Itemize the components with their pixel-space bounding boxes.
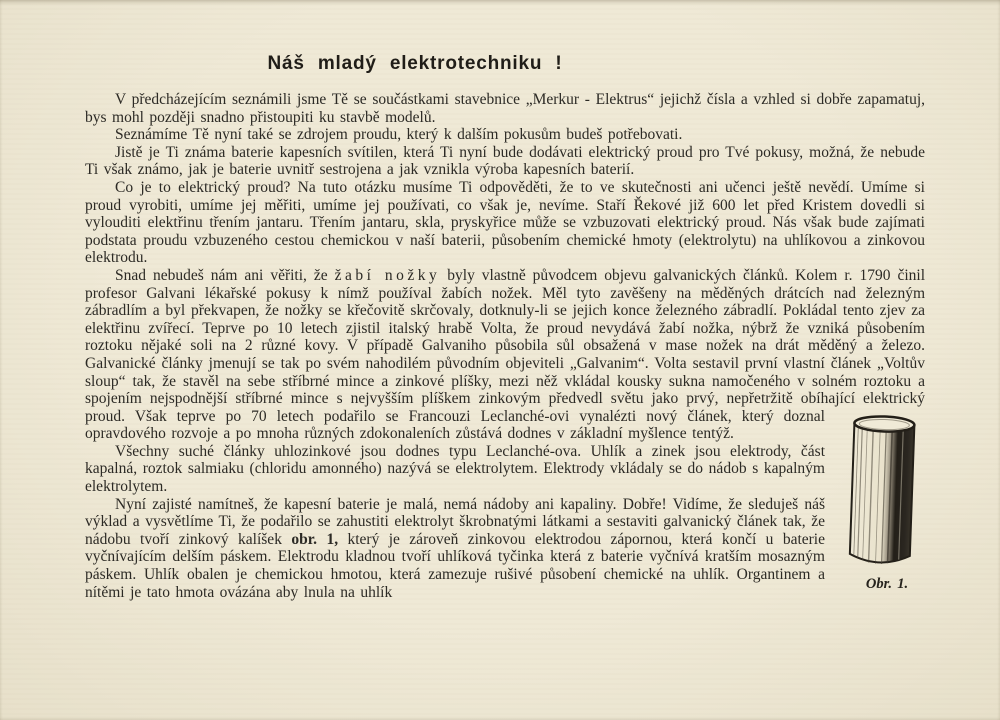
paragraph-galvani-part1: Snad nebudeš nám ani věřiti, že (115, 266, 335, 284)
paragraph-design-part2: který je zároveň zinkovou elektrodou zápornou, která končí u baterie vyčnívajícím delším páskem. Elektrodu kladnou tvoří uhlíková tyčinka která z baterie vyčnívá kratším mosazným páskem. Uhlík obalen je chemickou hmotou, která zamezuje rušivé působení chemické na uhlík. Organtinem a nítěmi je tato hmota ovázána aby lnula na uhlík (85, 530, 825, 601)
title-row (0, 0, 1000, 74)
paragraph-intro: V předcházejícím seznámili jsme Tě se součástkami stavebnice „Merkur - Elektrus“ jejichž čísla a vzhled si dobře zapamatuj, bys mohl později snadno přistoupiti ku stavbě modelů. (85, 91, 925, 126)
figure-reference: obr. 1, (291, 530, 339, 548)
frog-legs-emphasis: žabí nožky (334, 266, 441, 284)
paragraph-galvani-part2: byly vlastně původcem objevu galvanických článků. Kolem r. 1790 činil profesor Galvani lékařské pokusy k nímž používal žabích nožek. Měl tyto zavěšeny na měděných drátcích nad železným zábradlím a byl překvapen, že nožky se křečovitě skrčovaly, dotknuly-li se jejich konce železného zábradlí. Pokládal tento zjev za elektřinu zvířecí. Teprve po 10 letech zjistil italský hrabě Volta, že proud nevydává žabí nožka, nýbrž že vzniká působením roztoku nějaké soli na 2 různé kovy. V případě Galvaniho působila sůl obsažená v mase nožek na drát měděný a železo. Galvanické články jmenují se tak po svém nahodilém původním objeviteli „Galvanim“. Volta sestavil první vlastní článek „Voltův sloup“ tak, že stavěl na sebe stříbrné mince a zinkové plíšky, mezi něž vkládal kousky sukna namočeného v solném roztoku a spojením nejspodnější stříbrné mince s nejvyšším plíškem zinkovým předvedl světu jako prvý, nepřetržitě obíhající elektrický proud. Však teprve po 70 letech (85, 266, 926, 425)
paragraph-power-source: Seznámíme Tě nyní také se zdrojem proudu, který k dalším pokusům budeš potřebovati. (115, 126, 683, 144)
figure-1 (839, 411, 925, 594)
zinc-cup-illustration (845, 411, 919, 575)
paragraph-pocket-battery: Jistě je Ti známa baterie kapesních svítilen, která Ti nyní bude dodávati elektrický proud pro Tvé pokusy, možná, že nebude Ti však známo, jak je baterie uvnitř sestrojena a jak vznikla výroba kapesních baterií. (85, 143, 925, 179)
paragraph-what-is-current: Co je to elektrický proud? Na tuto otázku musíme Ti odpověděti, že to ve skutečnosti ani učenci ještě nevědí. Umíme si proud vyrobiti, umíme jej měřiti, umíme jej používati, co však je, nevíme. Staří Řekové již 600 let před Kristem dovedli si vylouditi elektřinu třením jantaru. Třením jantaru, skla, pryskyřice může se vzbuzovati elektrický proud. Nás však bude zajímati podstata proudu vzbuzeného cestou chemickou v naší baterii, působením chemické hmoty (elektrolytu) na uhlíkovou a zinkovou elektrodu. (85, 178, 925, 267)
page-title: Náš mladý elektrotechniku ! (267, 53, 563, 74)
body-text (85, 91, 925, 601)
paragraph-design-part1: Nyní zajisté namítneš, že kapesní baterie je malá, nemá nádoby ani kapaliny. Dobře! Vidíme, že sleduješ náš výklad a vysvětlíme Ti, že podařilo se zahustiti elektrolyt škrobnatými látkami a sestaviti galvanický článek tak, že nádobu tvoří zinkový kalíšek (85, 495, 825, 548)
paragraph-dry-cells: Všechny suché články uhlozinkové jsou dodnes typu Leclanché-ova. Uhlík a zinek jsou elektrody, část kapalná, roztok salmiaku (chloridu amonného) nazývá se elektrolytem. Elektrody vkládaly se do nádob s kapalným elektrolytem. (85, 442, 825, 496)
paragraph-pocket-cell-design (85, 496, 925, 602)
paragraph-galvani-part3: podařilo se Francouzi Leclanché-ovi vynalézti nový článek, který doznal opravdového rozvoje a po mnoha různých zdokonaleních zůstává dodnes v základní myšlence tentýž. (85, 407, 825, 443)
figure-1-caption: Obr. 1. (865, 575, 909, 592)
